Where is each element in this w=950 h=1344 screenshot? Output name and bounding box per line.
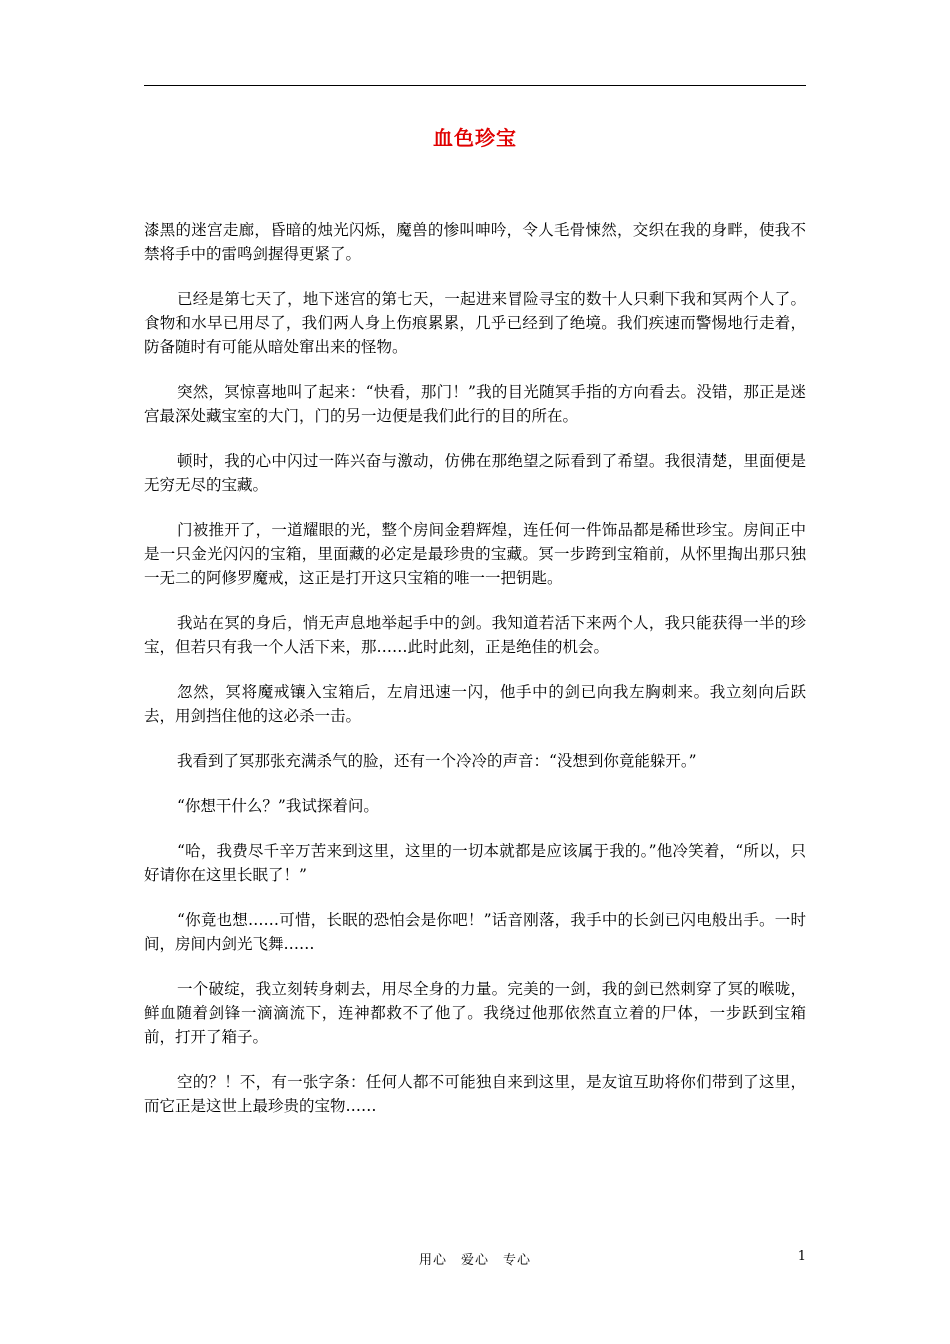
paragraph: 突然，冥惊喜地叫了起来：“快看，那门！”我的目光随冥手指的方向看去。没错，那正是迷宫最深处藏宝室的大门，门的另一边便是我们此行的目的所在。: [144, 383, 806, 425]
paragraph: 一个破绽，我立刻转身刺去，用尽全身的力量。完美的一剑，我的剑已然刺穿了冥的喉咙，鲜血随着剑锋一滴滴流下，连神都救不了他了。我绕过他那依然直立着的尸体，一步跃到宝箱前，打开了箱子。: [144, 980, 806, 1046]
paragraph: “你竟也想……可惜，长眠的恐怕会是你吧！”话音刚落，我手中的长剑已闪电般出手。一时间，房间内剑光飞舞……: [144, 911, 806, 953]
paragraph: 顿时，我的心中闪过一阵兴奋与激动，仿佛在那绝望之际看到了希望。我很清楚，里面便是无穷无尽的宝藏。: [144, 452, 806, 494]
document-body: [144, 218, 806, 1139]
page-number: 1: [797, 1249, 806, 1264]
paragraph: 忽然，冥将魔戒镶入宝箱后，左肩迅速一闪，他手中的剑已向我左胸刺来。我立刻向后跃去，用剑挡住他的这必杀一击。: [144, 683, 806, 725]
document-title: 血色珍宝: [433, 126, 517, 150]
header-rule: [144, 85, 806, 86]
paragraph: 漆黑的迷宫走廊，昏暗的烛光闪烁，魔兽的惨叫呻吟，令人毛骨悚然，交织在我的身畔，使我不禁将手中的雷鸣剑握得更紧了。: [144, 221, 806, 263]
paragraph: 门被推开了，一道耀眼的光，整个房间金碧辉煌，连任何一件饰品都是稀世珍宝。房间正中是一只金光闪闪的宝箱，里面藏的必定是最珍贵的宝藏。冥一步跨到宝箱前，从怀里掏出那只独一无二的阿修罗魔戒，这正是打开这只宝箱的唯一一把钥匙。: [144, 521, 806, 587]
paragraph: 已经是第七天了，地下迷宫的第七天，一起进来冒险寻宝的数十人只剩下我和冥两个人了。食物和水早已用尽了，我们两人身上伤痕累累，几乎已经到了绝境。我们疾速而警惕地行走着，防备随时有可能从暗处窜出来的怪物。: [144, 290, 806, 356]
paragraph: 我看到了冥那张充满杀气的脸，还有一个冷冷的声音：“没想到你竟能躲开。”: [177, 752, 697, 770]
paragraph: “你想干什么？”我试探着问。: [177, 797, 379, 815]
footer-motto: 用心 爱心 专心: [418, 1253, 531, 1268]
paragraph: 我站在冥的身后，悄无声息地举起手中的剑。我知道若活下来两个人，我只能获得一半的珍宝，但若只有我一个人活下来，那……此时此刻，正是绝佳的机会。: [144, 614, 806, 656]
paragraph: “哈，我费尽千辛万苦来到这里，这里的一切本就都是应该属于我的。”他冷笑着，“所以，只好请你在这里长眠了！”: [144, 842, 806, 884]
paragraph: 空的？！不，有一张字条：任何人都不可能独自来到这里，是友谊互助将你们带到了这里，而它正是这世上最珍贵的宝物……: [144, 1073, 806, 1115]
